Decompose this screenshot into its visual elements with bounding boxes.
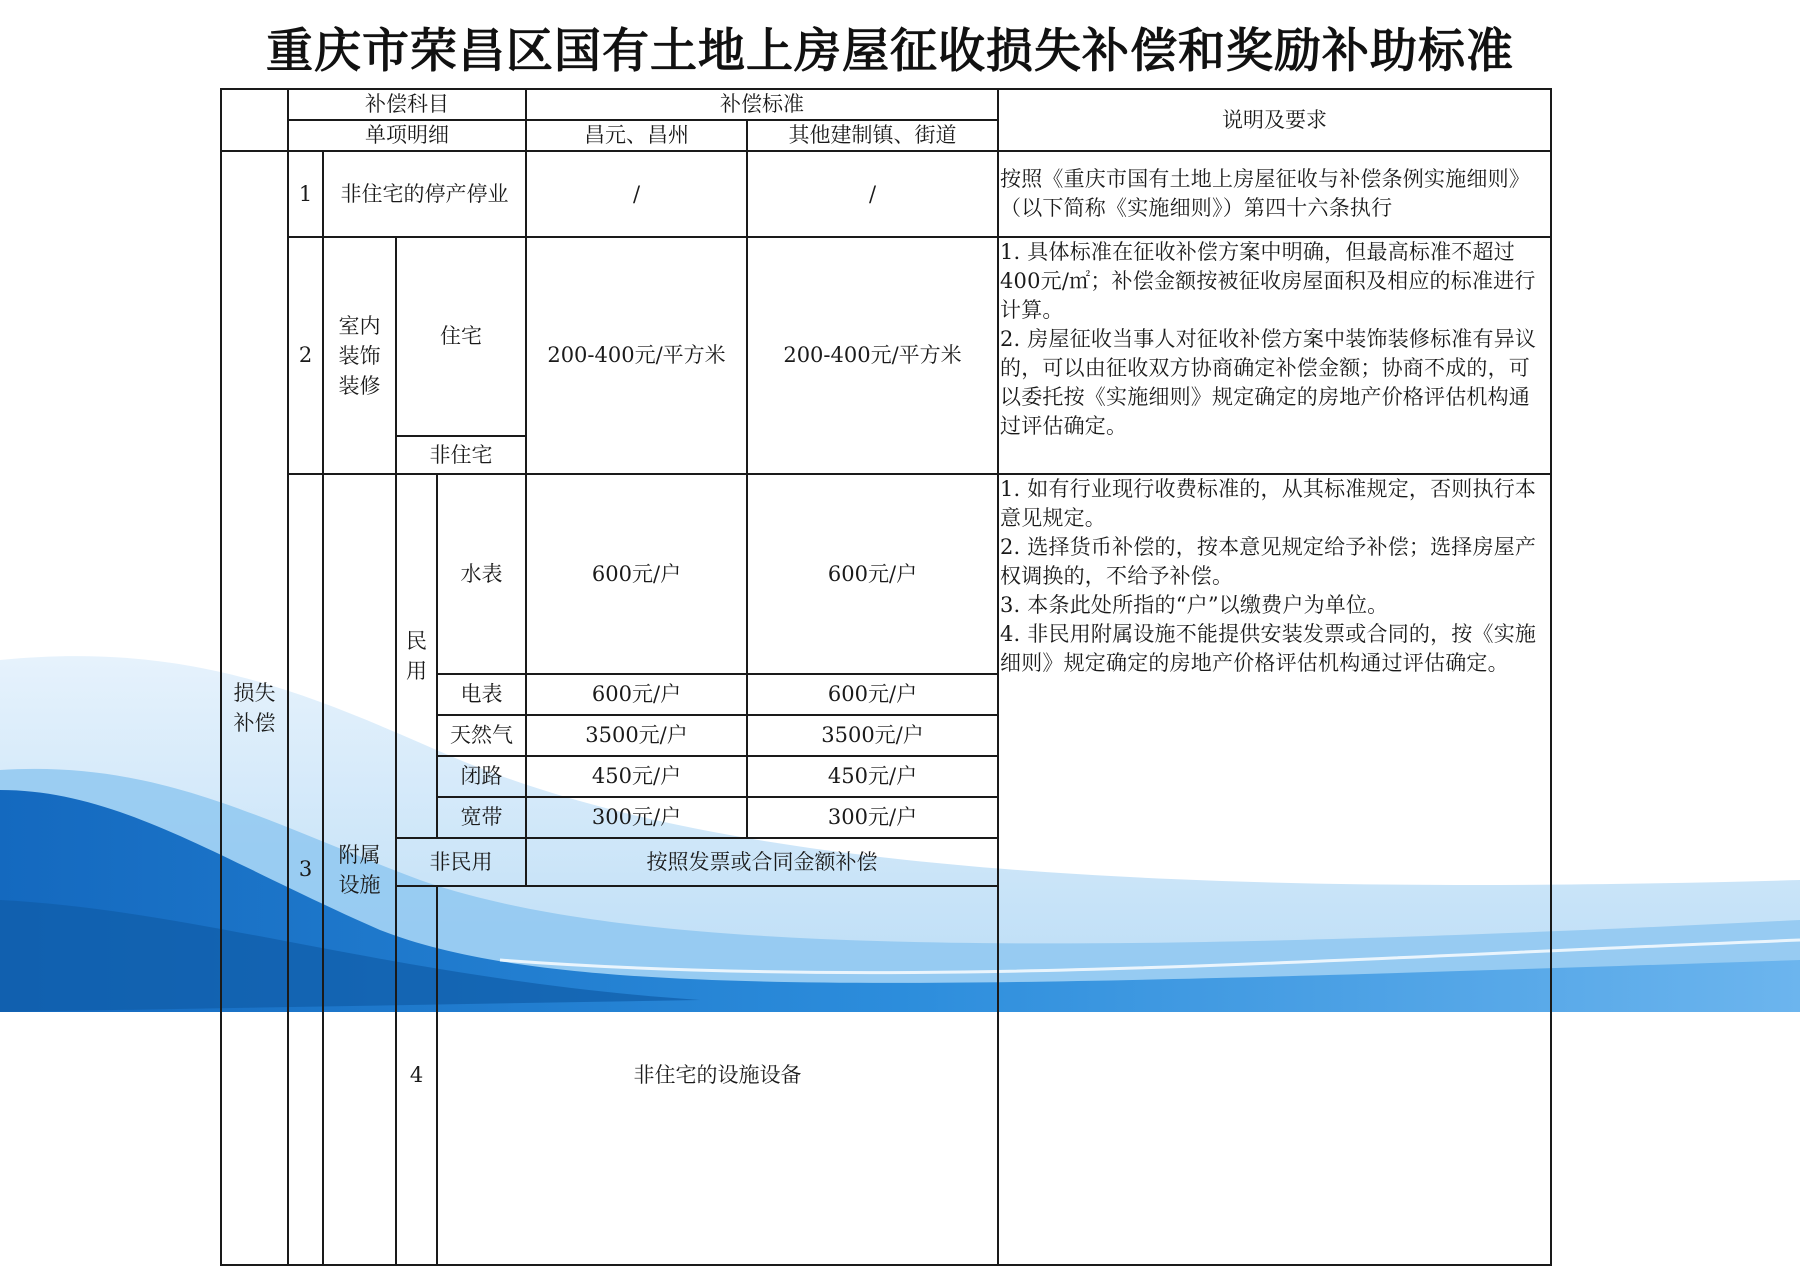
row1-name: 非住宅的停产停业 — [323, 151, 526, 237]
row3-item-std-b: 300元/户 — [747, 797, 998, 838]
row2-notes — [998, 237, 1551, 474]
category-cell — [221, 151, 288, 1265]
row3-note-1: 1. 如有行业现行收费标准的，从其标准规定，否则执行本意见规定。 — [1000, 477, 1537, 530]
row3-item-name: 电表 — [437, 674, 526, 715]
row3-item-std-b: 600元/户 — [747, 674, 998, 715]
row3-item-std-a: 600元/户 — [526, 674, 747, 715]
row2-name — [323, 237, 396, 474]
row3-item-std-b: 450元/户 — [747, 756, 998, 797]
row2-note-2: 2. 房屋征收当事人对征收补偿方案中装饰装修标准有异议的，可以由征收双方协商确定补偿金额；协商不成的，可以委托按《实施细则》规定确定的房地产价格评估机构通过评估确定。 — [1000, 327, 1537, 438]
header-comp-std: 补偿标准 — [526, 89, 998, 120]
row3-item-name: 天然气 — [437, 715, 526, 756]
row3-item-name: 闭路 — [437, 756, 526, 797]
row4-name: 非住宅的设施设备 — [437, 886, 998, 1265]
row3-item-std-a: 3500元/户 — [526, 715, 747, 756]
row3-item-std-a: 450元/户 — [526, 756, 747, 797]
row2-std-a: 200-400元/平方米 — [526, 237, 747, 474]
row3-item-std-a: 600元/户 — [526, 474, 747, 674]
row1-no: 1 — [288, 151, 323, 237]
row3-name-text: 附属设施 — [338, 842, 381, 897]
row3-item-name: 水表 — [437, 474, 526, 674]
row1-note: 按照《重庆市国有土地上房屋征收与补偿条例实施细则》（以下简称《实施细则》）第四十六条执行 — [998, 151, 1551, 237]
compensation-table — [220, 88, 1552, 1266]
row4-no: 4 — [396, 886, 437, 1265]
row3-non-civil-std: 按照发票或合同金额补偿 — [526, 838, 998, 886]
row3-item-std-b: 3500元/户 — [747, 715, 998, 756]
row3-non-civil: 非民用 — [396, 838, 526, 886]
row3-civil-text: 民用 — [406, 629, 427, 683]
row3-notes — [998, 474, 1551, 1265]
row3-item-name: 宽带 — [437, 797, 526, 838]
row3-note-2: 2. 选择货币补偿的，按本意见规定给予补偿；选择房屋产权调换的，不给予补偿。 — [1000, 535, 1537, 588]
row3-name — [323, 474, 396, 1265]
row2-std-b: 200-400元/平方米 — [747, 237, 998, 474]
row2-name-text: 室内装饰装修 — [338, 313, 381, 398]
page-title: 重庆市荣昌区国有土地上房屋征收损失补偿和奖励补助标准 — [266, 24, 1514, 79]
row2-note-1: 1. 具体标准在征收补偿方案中明确，但最高标准不超过400元/㎡；补偿金额按被征收房屋面积及相应的标准进行计算。 — [1000, 240, 1536, 322]
row3-note-3: 3. 本条此处所指的“户”以缴费户为单位。 — [1000, 593, 1389, 617]
row3-item-std-a: 300元/户 — [526, 797, 747, 838]
category-label: 损失补偿 — [233, 681, 276, 735]
row3-item-std-b: 600元/户 — [747, 474, 998, 674]
header-col-b: 其他建制镇、街道 — [747, 120, 998, 151]
header-comp-item: 补偿科目 — [288, 89, 526, 120]
row2-sub-nonresidential: 非住宅 — [396, 436, 526, 474]
row3-note-4: 4. 非民用附属设施不能提供安装发票或合同的，按《实施细则》规定确定的房地产价格评估机构通过评估确定。 — [1000, 622, 1537, 675]
row3-no: 3 — [288, 474, 323, 1265]
header-notes: 说明及要求 — [998, 89, 1551, 151]
blank-header-cell — [221, 89, 288, 151]
row3-civil — [396, 474, 437, 838]
header-col-a: 昌元、昌州 — [526, 120, 747, 151]
header-detail: 单项明细 — [288, 120, 526, 151]
row2-sub-residential: 住宅 — [396, 237, 526, 436]
row1-std-a: / — [526, 151, 747, 237]
row1-std-b: / — [747, 151, 998, 237]
row2-no: 2 — [288, 237, 323, 474]
